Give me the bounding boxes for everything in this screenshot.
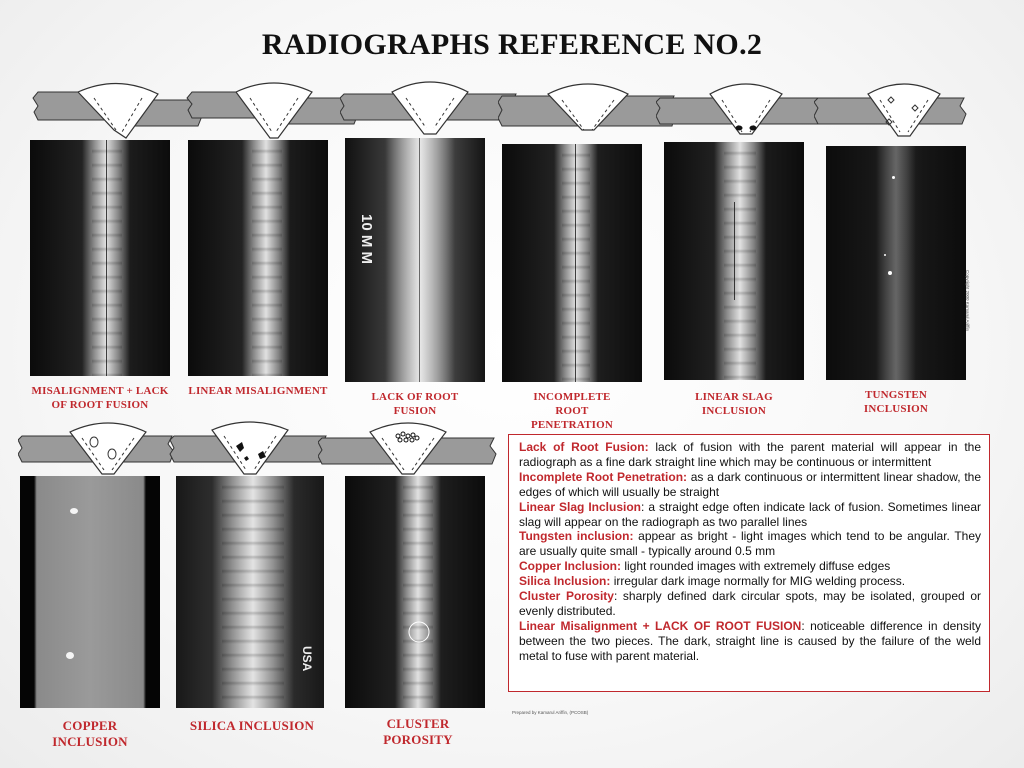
radiograph-incomplete-root: [502, 144, 642, 382]
caption-linear-slag: LINEAR SLAG INCLUSION: [695, 391, 773, 417]
caption-incomplete-root: INCOMPLETE ROOT PENETRATION: [530, 391, 614, 431]
radiograph-copper: [20, 476, 160, 708]
radiograph-silica: [176, 476, 324, 708]
caption-copper: COPPER INCLUSION: [52, 718, 128, 749]
film-usa-marking: USA: [300, 646, 314, 672]
weld-joint-sketch-linear-slag: [656, 78, 836, 148]
radiograph-misalignment: [30, 140, 170, 376]
porosity-highlight-circle: [407, 620, 431, 644]
note-cluster-porosity: Cluster Porosity: sharply defined dark circular spots, may be isolated, grouped or evenly distributed.: [519, 589, 981, 618]
page-title: RADIOGRAPHS REFERENCE NO.2: [261, 28, 763, 61]
radiograph-linear-misalignment: [188, 140, 328, 376]
caption-lack-of-root-fusion: LACK OF ROOT FUSION: [371, 391, 459, 417]
note-incomplete-root: Incomplete Root Penetration: as a dark continuous or intermittent linear shadow, the edges of which will usually be straight: [519, 469, 981, 499]
caption-misalignment: MISALIGNMENT + LACK OF ROOT FUSION: [31, 385, 169, 411]
defect-notes-box: [508, 434, 990, 692]
caption-cluster: CLUSTER POROSITY: [383, 716, 453, 747]
caption-silica: SILICA INCLUSION: [189, 718, 315, 733]
radiograph-linear-slag: [664, 142, 804, 380]
weld-joint-sketch-misalignment: [30, 78, 210, 148]
note-lack-root-fusion: Lack of Root Fusion: lack of fusion with the parent material will appear in the radiograph as a fine dark straight line which may be continuous or intermittent: [519, 440, 982, 469]
weld-joint-sketch-incomplete-root: [498, 78, 678, 148]
caption-tungsten: TUNGSTEN INCLUSION: [863, 389, 929, 415]
copyright-note: Copyright 2000 Kamarul Ariffin: [965, 270, 970, 331]
radiograph-cluster: [345, 476, 485, 708]
caption-linear-misalignment: LINEAR MISALIGNMENT: [188, 385, 328, 397]
weld-joint-sketch-linear-misalignment: [184, 78, 364, 148]
note-silica: Silica Inclusion: irregular dark image normally for MIG welding process.: [519, 574, 906, 589]
weld-joint-sketch-tungsten: [814, 78, 994, 148]
radiograph-tungsten: [826, 146, 966, 380]
note-copper: Copper Inclusion: light rounded images with extremely diffuse edges: [519, 559, 891, 574]
note-linear-slag: Linear Slag Inclusion: a straight edge often indicate lack of fusion. Sometimes linear slag will appear on the radiograph as two parallel lines: [519, 499, 981, 529]
film-scale-marking: 10 M M: [358, 214, 375, 265]
note-tungsten: Tungsten inclusion: appear as bright - light images which tend to be angular. They are usually quite small - typically around 0.5 mm: [519, 529, 982, 559]
note-linear-misalignment: Linear Misalignment + LACK OF ROOT FUSION: noticeable difference in density between the two pieces. The dark, straight line is caused by the failure of the weld metal to fuse with parent material.: [519, 618, 981, 663]
prepared-by-note: Prepared by Kamarul Ariffin, (PCOSB): [512, 710, 589, 715]
radiograph-lack-of-root-fusion: [345, 138, 485, 382]
